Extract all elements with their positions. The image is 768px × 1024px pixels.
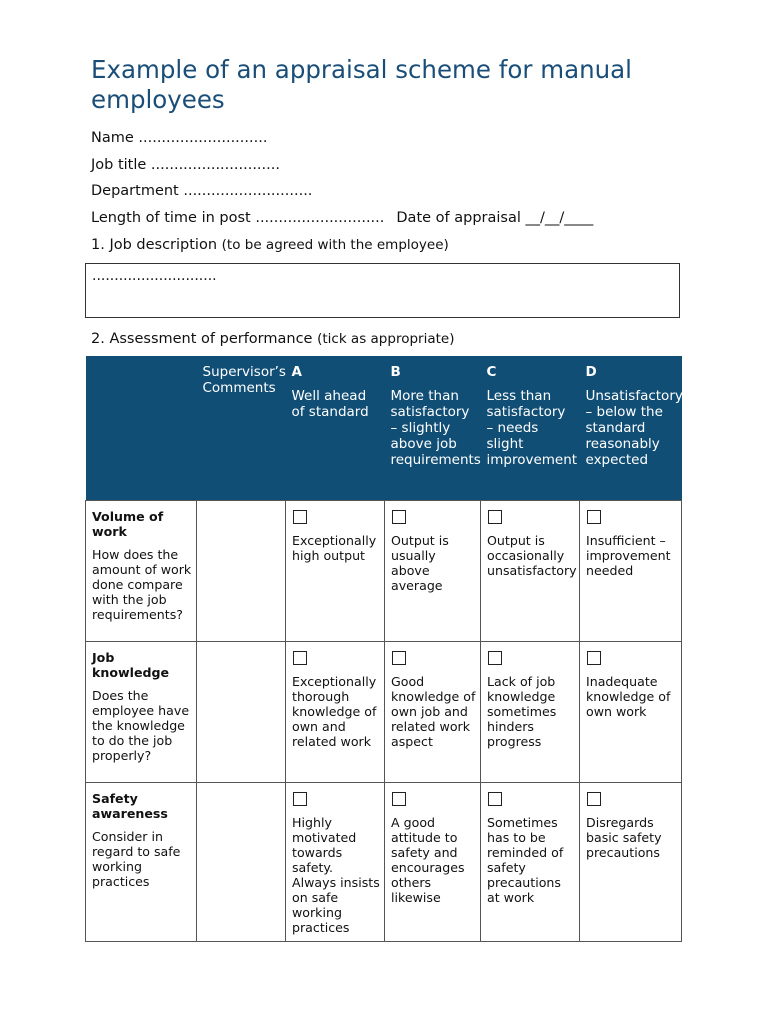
tick-checkbox[interactable]: [392, 792, 406, 806]
grade-cell-d: [580, 501, 682, 642]
grade-d-letter: D: [585, 364, 597, 380]
criterion-cell: [86, 501, 197, 642]
criterion-title: Safety awareness: [92, 791, 168, 821]
grade-description: Good knowledge of own job and related work aspect: [391, 674, 476, 749]
grade-description: Lack of job knowledge sometimes hinders progress: [487, 674, 557, 749]
tick-checkbox[interactable]: [587, 651, 601, 665]
page-title: Example of an appraisal scheme for manual employees: [91, 55, 632, 114]
tick-checkbox[interactable]: [587, 510, 601, 524]
criterion-cell: [86, 642, 197, 783]
grade-description: Sometimes has to be reminded of safety precautions at work: [487, 815, 564, 905]
department-field[interactable]: Department ............................: [91, 183, 313, 199]
tick-checkbox[interactable]: [488, 792, 502, 806]
grade-description: Highly motivated towards safety. Always insists on safe working practices: [292, 815, 380, 935]
comments-cell[interactable]: [197, 783, 286, 942]
tick-checkbox[interactable]: [293, 792, 307, 806]
grade-c-letter: C: [486, 364, 497, 380]
tick-checkbox[interactable]: [488, 510, 502, 524]
grade-description: Disregards basic safety precautions: [586, 815, 662, 860]
grade-d-label: Unsatisfactory – below the standard reasonably expected: [585, 388, 683, 468]
header-comments: Supervisor’s Comments: [197, 356, 286, 501]
criterion-title: Volume of work: [92, 509, 164, 539]
assessment-title: 2. Assessment of performance: [91, 331, 313, 347]
grade-cell-b: [385, 783, 481, 942]
job-description-box[interactable]: [85, 263, 680, 318]
grade-a-letter: A: [291, 364, 302, 380]
assessment-heading: [91, 330, 454, 348]
job-description-value: ............................: [92, 268, 217, 284]
grade-c-label: Less than satisfactory – needs slight improvement: [486, 388, 578, 468]
grade-cell-a: [286, 783, 385, 942]
header-grade-d: [580, 356, 682, 501]
date-of-appraisal-field[interactable]: Date of appraisal __/__/____: [396, 210, 594, 226]
grade-description: Exceptionally thorough knowledge of own and related work: [292, 674, 377, 749]
table-row-volume-of-work: [86, 501, 682, 642]
length-in-post-field[interactable]: Length of time in post ............................: [91, 210, 385, 226]
comments-cell[interactable]: [197, 642, 286, 783]
grade-description: Output is occasionally unsatisfactory: [487, 533, 577, 578]
grade-cell-c: [481, 783, 580, 942]
criterion-question: Consider in regard to safe working practices: [92, 829, 181, 889]
grade-cell-a: [286, 501, 385, 642]
grade-description: Inadequate knowledge of own work: [586, 674, 671, 719]
grade-description: Output is usually above average: [391, 533, 449, 593]
header-criteria: [86, 356, 197, 501]
name-field[interactable]: Name ............................: [91, 130, 268, 146]
grade-a-label: Well ahead of standard: [291, 388, 369, 420]
header-grade-b: [385, 356, 481, 501]
assessment-table: [85, 356, 682, 942]
header-grade-a: [286, 356, 385, 501]
grade-cell-d: [580, 783, 682, 942]
grade-description: Exceptionally high output: [292, 533, 377, 563]
job-title-field[interactable]: Job title ............................: [91, 157, 280, 173]
tick-checkbox[interactable]: [488, 651, 502, 665]
tick-checkbox[interactable]: [392, 510, 406, 524]
grade-b-letter: B: [390, 364, 401, 380]
grade-cell-a: [286, 642, 385, 783]
grade-cell-b: [385, 501, 481, 642]
tick-checkbox[interactable]: [587, 792, 601, 806]
job-description-heading: [91, 236, 449, 254]
job-description-note: (to be agreed with the employee): [221, 237, 449, 253]
grade-description: A good attitude to safety and encourages others likewise: [391, 815, 465, 905]
grade-b-label: More than satisfactory – slightly above job requirements: [390, 388, 481, 468]
grade-cell-d: [580, 642, 682, 783]
assessment-note: (tick as appropriate): [317, 331, 455, 347]
tick-checkbox[interactable]: [293, 510, 307, 524]
job-description-title: 1. Job description: [91, 237, 218, 253]
criterion-title: Job knowledge: [92, 650, 170, 680]
table-row-safety-awareness: [86, 783, 682, 942]
tick-checkbox[interactable]: [392, 651, 406, 665]
grade-cell-b: [385, 642, 481, 783]
table-row-job-knowledge: [86, 642, 682, 783]
criterion-cell: [86, 783, 197, 942]
tick-checkbox[interactable]: [293, 651, 307, 665]
grade-cell-c: [481, 501, 580, 642]
comments-cell[interactable]: [197, 501, 286, 642]
grade-cell-c: [481, 642, 580, 783]
grade-description: Insufficient – improvement needed: [586, 533, 671, 578]
criterion-question: Does the employee have the knowledge to do the job properly?: [92, 688, 190, 763]
criterion-question: How does the amount of work done compare with the job requirements?: [92, 547, 192, 622]
header-grade-c: [481, 356, 580, 501]
